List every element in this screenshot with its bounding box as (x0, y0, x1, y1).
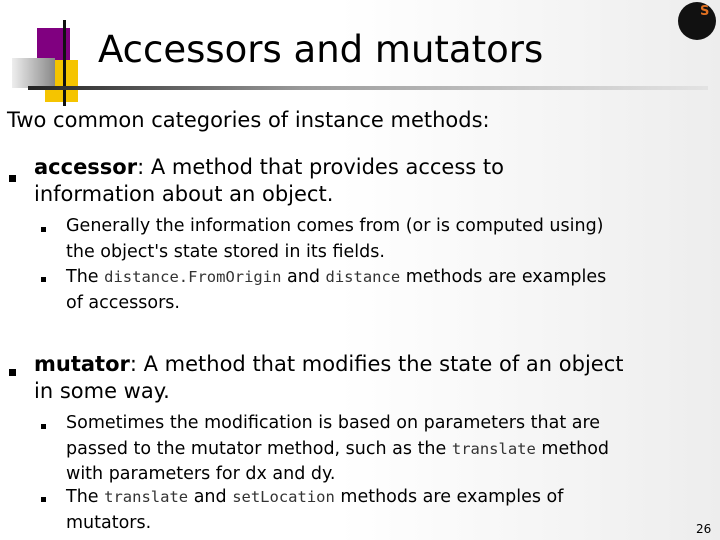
accessor-bullet: accessor: A method that provides access to information about an object. (34, 155, 504, 206)
intro-text: Two common categories of instance methods: (7, 108, 490, 132)
bullet-icon (41, 277, 46, 282)
accessor-sub1: Generally the information comes from (or is computed using) the object's state stored in its fields. (66, 216, 604, 262)
bullet-icon (9, 175, 16, 182)
slide-title: Accessors and mutators (98, 28, 544, 71)
bullet-icon (41, 227, 46, 232)
deco-vertical-line (63, 20, 66, 106)
cse-logo: S (678, 2, 716, 40)
page-number: 26 (696, 522, 712, 536)
mutator-sub1: Sometimes the modification is based on parameters that are passed to the mutator method, such as the translate method with parameters for dx and dy. (66, 413, 610, 484)
mutator-sub2: The translate and setLocation methods are examples of mutators. (66, 487, 564, 533)
deco-grey-square (12, 58, 55, 88)
bullet-icon (9, 369, 16, 376)
bullet-icon (41, 497, 46, 502)
bullet-icon (41, 424, 46, 429)
accessor-sub2: The distance.FromOrigin and distance methods are examples of accessors. (66, 267, 607, 313)
mutator-bullet: mutator: A method that modifies the state of an object in some way. (34, 352, 624, 403)
title-underline (28, 86, 708, 90)
